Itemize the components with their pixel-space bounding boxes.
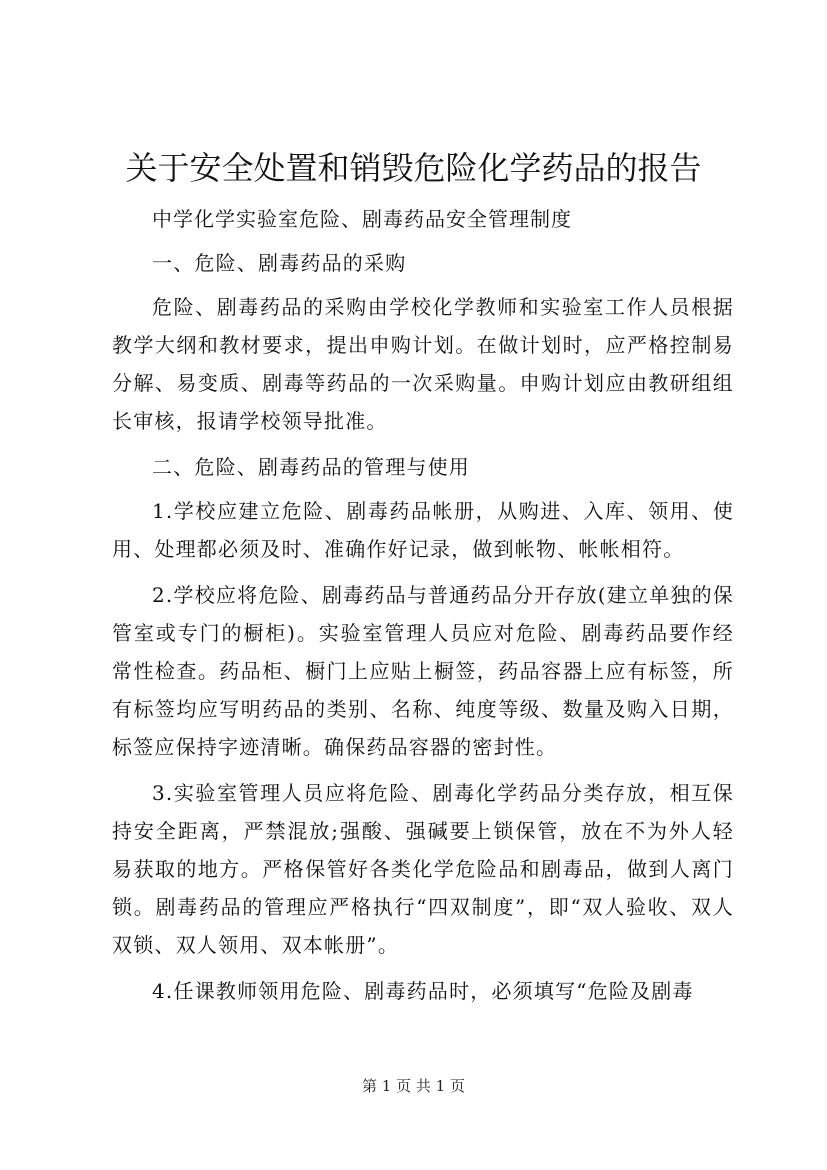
section-heading-2: 二、危险、剧毒药品的管理与使用	[152, 455, 470, 479]
page-number-footer: 第 1 页 共 1 页	[362, 1077, 465, 1095]
document-title: 关于安全处置和销毁危险化学药品的报告	[125, 149, 702, 187]
list-item-3: 3.实验室管理人员应将危险、剧毒化学药品分类存放，相互保持安全距离，严禁混放;强酸、强碱要上锁保管，放在不为外人轻易获取的地方。严格保管好各类化学危险品和剧毒品，做到人离门锁。剧毒药品的管理应严格执行“四双制度”，即“双人验收、双人双锁、双人领用、双本帐册”。	[112, 781, 734, 957]
list-item-2: 2.学校应将危险、剧毒药品与普通药品分开存放(建立单独的保管室或专门的橱柜)。实验室管理人员应对危险、剧毒药品要作经常性检查。药品柜、橱门上应贴上橱签，药品容器上应有标签，所有标签均应写明药品的类别、名称、纯度等级、数量及购入日期，标签应保持字迹清晰。确保药品容器的密封性。	[112, 583, 734, 759]
document-body	[112, 200, 734, 1018]
list-item-1: 1.学校应建立危险、剧毒药品帐册，从购进、入库、领用、使用、处理都必须及时、准确作好记录，做到帐物、帐帐相符。	[112, 499, 734, 561]
document-subtitle: 中学化学实验室危险、剧毒药品安全管理制度	[152, 207, 572, 231]
section-heading-1: 一、危险、剧毒药品的采购	[152, 251, 407, 275]
list-item-4: 4.任课教师领用危险、剧毒药品时，必须填写“危险及剧毒	[152, 979, 694, 1003]
section-paragraph-1: 危险、剧毒药品的采购由学校化学教师和实验室工作人员根据教学大纲和教材要求，提出申购计划。在做计划时，应严格控制易分解、易变质、剧毒等药品的一次采购量。申购计划应由教研组组长审核，报请学校领导批准。	[112, 295, 734, 433]
